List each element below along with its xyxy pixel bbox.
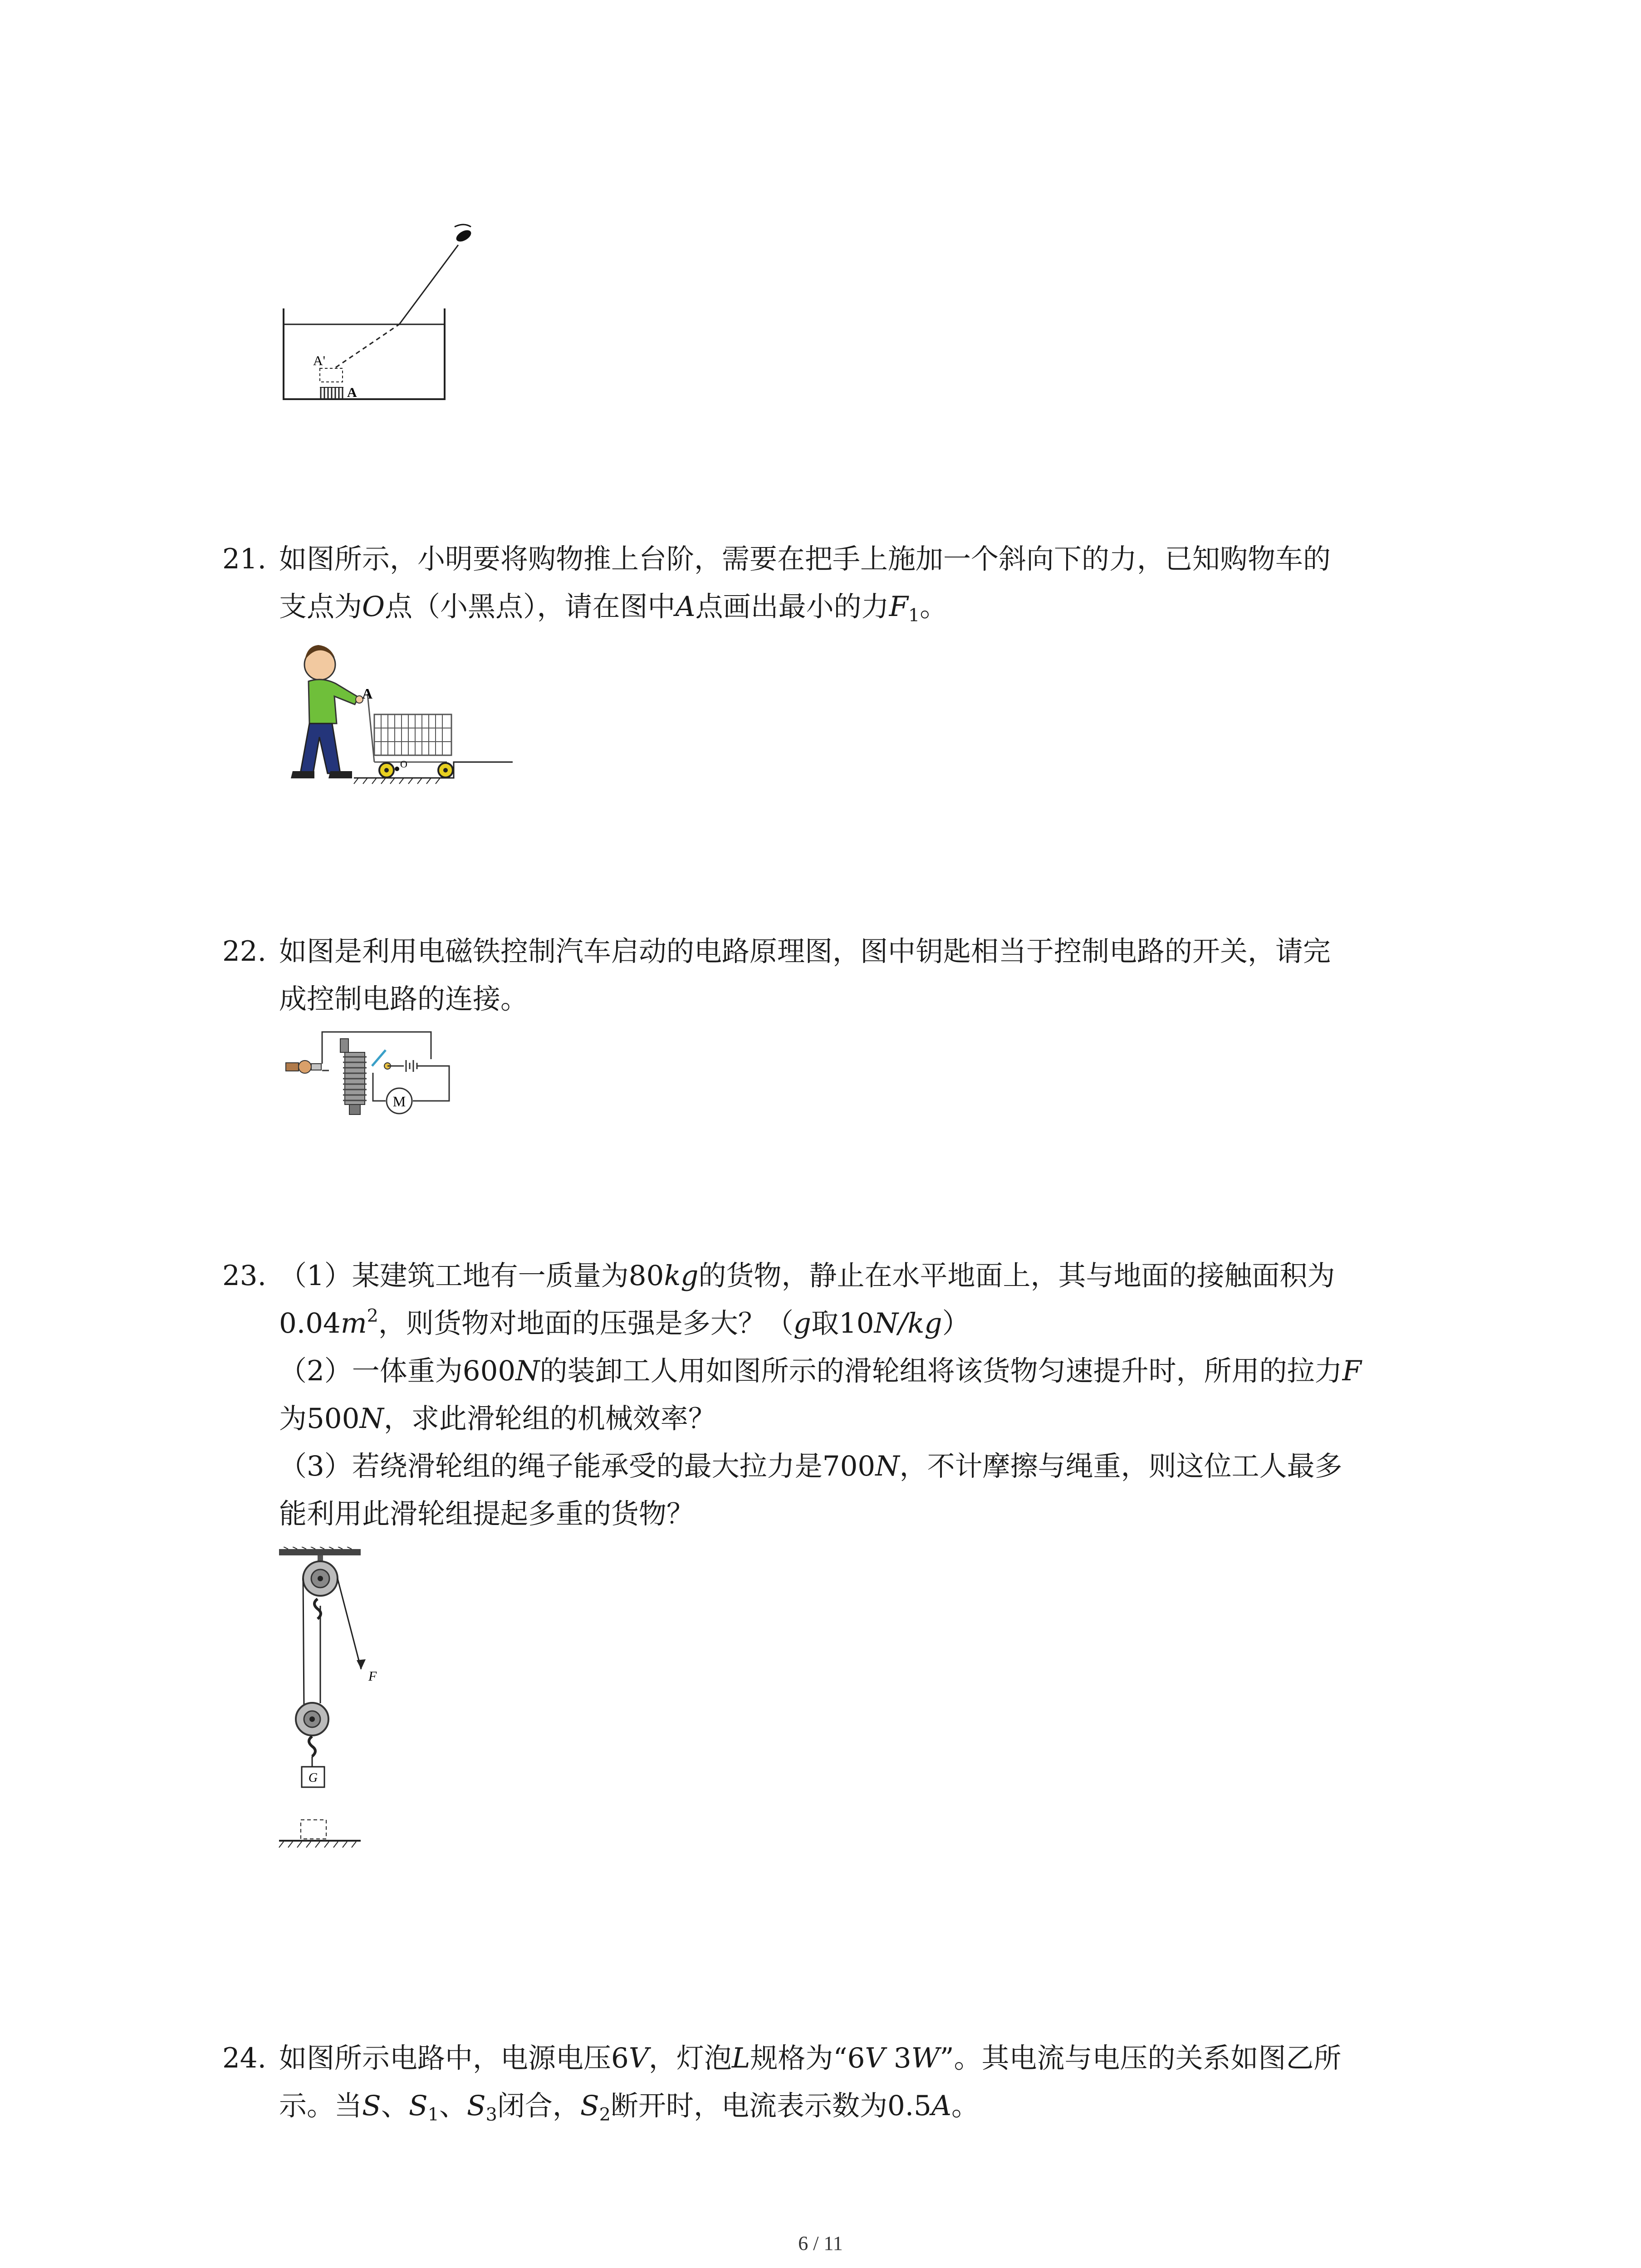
question-number: 21. <box>222 543 267 575</box>
question-text-line: 如图所示，小明要将购物推上台阶，需要在把手上施加一个斜向下的力，已知购物车的 <box>279 543 1331 575</box>
question-number: 23. <box>222 1260 267 1292</box>
label-a-prime: A' <box>313 353 326 368</box>
question-22 <box>222 928 1456 1027</box>
question-text-line: （2）一体重为600N的装卸工人用如图所示的滑轮组将该货物匀速提升时，所用的拉力F <box>279 1355 1362 1387</box>
question-24 <box>222 2034 1456 2134</box>
question-text-line: 能利用此滑轮组提起多重的货物？ <box>279 1498 695 1530</box>
question-text-line: 如图所示电路中，电源电压6V，灯泡L规格为“6V 3W”。其电流与电压的关系如图乙所 <box>279 2042 1342 2074</box>
page-number: 6 / 11 <box>798 2232 843 2254</box>
question-text-line: 为500N，求此滑轮组的机械效率？ <box>279 1403 716 1435</box>
label-a: A <box>362 685 373 702</box>
question-number: 22. <box>222 935 267 968</box>
fixed-pulley <box>303 1561 338 1596</box>
cart-illustration <box>367 694 451 762</box>
question-number: 24. <box>222 2042 267 2074</box>
question-text-line: $0.04m^2$，则货物对地面的压强是多大？（g取10N/kg） <box>279 1305 970 1339</box>
refraction-figure <box>277 222 490 408</box>
shopping-cart-figure <box>281 640 517 794</box>
question-text-line: 如图是利用电磁铁控制汽车启动的电路原理图，图中钥匙相当于控制电路的开关，请完 <box>279 935 1331 968</box>
coil <box>343 1052 367 1114</box>
question-text-line: 成控制电路的连接。 <box>279 983 529 1015</box>
label-o: O <box>400 758 407 770</box>
movable-pulley <box>296 1703 328 1735</box>
electromagnet-circuit-figure <box>277 1018 467 1123</box>
pulley-system-figure <box>272 1547 390 1873</box>
label-f: F <box>368 1669 377 1684</box>
question-text-line: 示。当S、$S_1$、$S_3$闭合，$S_2$断开时，电流表示数为0.5A。 <box>279 2090 980 2125</box>
fulcrum-point <box>395 767 399 771</box>
boy-illustration <box>291 645 363 778</box>
key-switch <box>286 1061 321 1073</box>
question-text-line: （3）若绕滑轮组的绳子能承受的最大拉力是700N，不计摩擦与绳重，则这位工人最多 <box>279 1450 1342 1482</box>
label-g: G <box>308 1771 318 1785</box>
question-21 <box>222 535 1456 635</box>
question-text-line: （1）某建筑工地有一质量为80kg的货物，静止在水平地面上，其与地面的接触面积为 <box>279 1260 1335 1292</box>
eye-icon <box>454 225 473 244</box>
motor-label: M <box>392 1093 406 1110</box>
label-a: A <box>347 385 357 400</box>
question-23 <box>222 1252 1456 1547</box>
question-text-line: 支点为O点（小黑点），请在图中A点画出最小的力$F_1$。 <box>279 591 948 626</box>
